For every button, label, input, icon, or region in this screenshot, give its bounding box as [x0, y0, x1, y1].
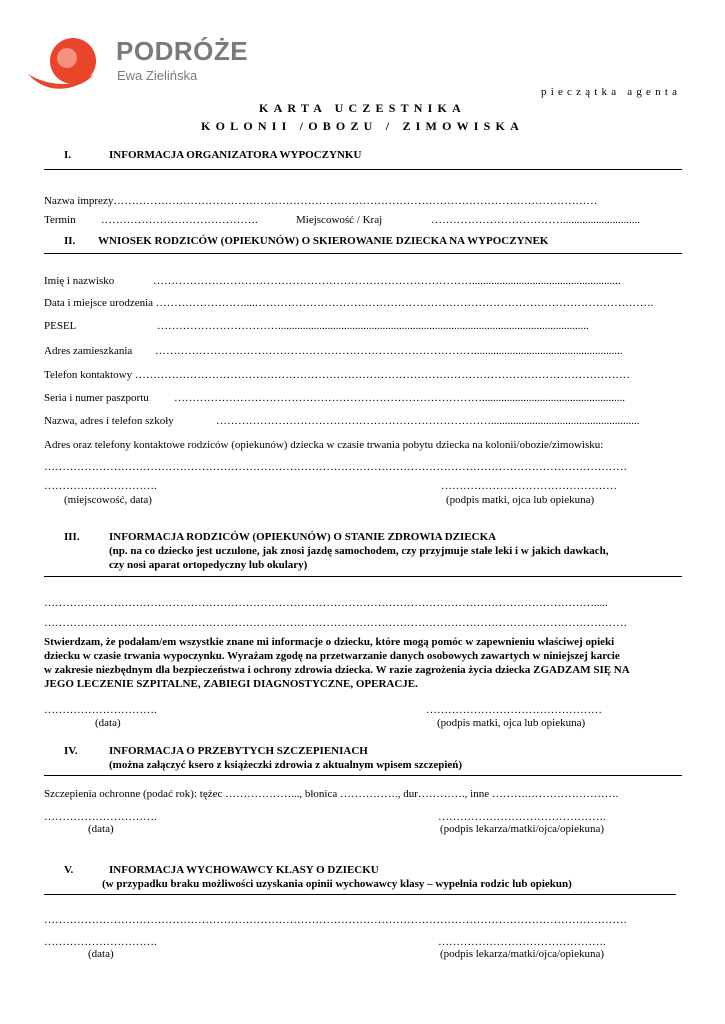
school-label: Nazwa, adres i telefon szkoły [44, 415, 174, 427]
section-1-rule [44, 169, 682, 170]
section-3-title: INFORMACJA RODZICÓW (OPIEKUNÓW) O STANIE ZDROWIA DZIECKA [109, 531, 497, 543]
health-date-caption: (data) [95, 717, 121, 729]
parents-contact-label: Adres oraz telefony kontaktowe rodziców (opiekunów) dziecka w czasie trwania pobytu dziecka na kolonii/obozie/zimowisku: [44, 439, 604, 451]
section-3-rule [44, 576, 682, 577]
section-2-title: WNIOSEK RODZICÓW (OPIEKUNÓW) O SKIEROWANIE DZIECKA NA WYPOCZYNEK [98, 235, 549, 247]
section-3-hint-1: (np. na co dziecko jest uczulone, jak znosi jazdę samochodem, czy przyjmuje stałe leki i w jakich dawkach, [109, 545, 609, 557]
teacher-date-field[interactable]: …………………………. [44, 936, 157, 948]
section-4-rule [44, 775, 682, 776]
logo-subtitle: Ewa Zielińska [117, 68, 198, 83]
address-label: Adres zamieszkania [44, 345, 133, 357]
teacher-signature-field[interactable]: ………………………………………. [438, 936, 606, 948]
form-title: KARTA UCZESTNIKA [259, 101, 466, 115]
section-2-rule [44, 253, 682, 254]
health-signature-field[interactable]: ………………………………………… [426, 704, 602, 716]
section-4-title: INFORMACJA O PRZEBYTYCH SZCZEPIENIACH [109, 745, 368, 757]
consent-line-2: dziecku w czasie trwania wypoczynku. Wyrażam zgodę na przetwarzanie danych osobowych zawartych w niniejszej karcie [44, 650, 620, 662]
health-line-1[interactable]: ……………………………………………………………………………………………………………………………………..... [44, 597, 608, 609]
parent-signature-field[interactable]: ………………………………………… [441, 480, 617, 492]
parent-signature-caption: (podpis matki, ojca lub opiekuna) [446, 494, 595, 506]
section-5-title: INFORMACJA WYCHOWAWCY KLASY O DZIECKU [109, 864, 379, 876]
pesel-label: PESEL [44, 320, 77, 332]
vaccinations-field[interactable]: Szczepienia ochronne (podać rok): tężec ………………..., błonica ……………., dur…………., inne ……….……………………. [44, 788, 619, 800]
section-5-hint: (w przypadku braku możliwości uzyskania opinii wychowawcy klasy – wypełnia rodzic lub opiekun) [102, 878, 572, 890]
section-5-number: V. [64, 864, 74, 876]
section-3-number: III. [64, 531, 80, 543]
health-date-field[interactable]: …………………………. [44, 704, 157, 716]
parents-contact-field[interactable]: …………………………………………………………………………………………………………………………………………… [44, 461, 627, 473]
phone-field[interactable]: Telefon kontaktowy ……………………………………………………………………………………………………………………… [44, 369, 630, 381]
term-label: Termin [44, 214, 76, 226]
place-date-caption: (miejscowość, data) [64, 494, 152, 506]
logo-title: PODRÓŻE [116, 36, 249, 66]
section-4-number: IV. [64, 745, 78, 757]
birth-field[interactable]: Data i miejsce urodzenia ……………………....………………………………………………………………………………………………. [44, 297, 654, 309]
vacc-signature-field[interactable]: ………………………………………. [438, 811, 606, 823]
passport-label: Seria i numer paszportu [44, 392, 149, 404]
place-field[interactable]: ………………………………............................ [431, 214, 640, 226]
teacher-info-field[interactable]: …………………………………………………………………………………………………………………………………………… [44, 914, 627, 926]
logo-mark-icon [24, 34, 104, 92]
consent-line-4: JEGO LECZENIE SZPITALNE, ZABIEGI DIAGNOSTYCZNE, OPERACJE. [44, 678, 418, 690]
event-name-field[interactable]: Nazwa imprezy…………………………………………………………………………………………………………………… [44, 195, 598, 207]
address-field[interactable]: ……………………………………………………………………………...................................................... [155, 345, 623, 357]
school-field[interactable]: …………………………………………………………………...................................................... [216, 415, 640, 427]
section-2-number: II. [64, 235, 76, 247]
child-name-field[interactable]: ……………………………………………………………………………...................................................... [153, 275, 621, 287]
consent-line-3: w zakresie niezbędnym dla bezpieczeństwa i ochrony zdrowia dziecka. W razie zagrożenia życia dziecka ZGADZAM SIĘ NA [44, 664, 630, 676]
vacc-date-field[interactable]: …………………………. [44, 811, 157, 823]
teacher-date-caption: (data) [88, 948, 114, 960]
section-1-title: INFORMACJA ORGANIZATORA WYPOCZYNKU [109, 149, 362, 161]
section-3-hint-2: czy nosi aparat ortopedyczny lub okulary) [109, 559, 308, 571]
health-line-2[interactable]: …………………………………………………………………………………………………………………………………………… [44, 617, 627, 629]
consent-line-1: Stwierdzam, że podałam/em wszystkie znane mi informacje o dziecku, które mogą pomóc w zapewnieniu właściwej opieki [44, 636, 615, 648]
section-5-rule [44, 894, 676, 895]
section-1-number: I. [64, 149, 72, 161]
place-date-field[interactable]: …………………………. [44, 480, 157, 492]
form-subtitle: KOLONII /OBOZU / ZIMOWISKA [201, 119, 524, 133]
child-name-label: Imię i nazwisko [44, 275, 115, 287]
pesel-field[interactable]: ……………………………................................................................................................................. [157, 320, 589, 332]
passport-field[interactable]: ………………………………………………………………………….................................................... [174, 392, 625, 404]
teacher-signature-caption: (podpis lekarza/matki/ojca/opiekuna) [440, 948, 605, 960]
agent-stamp-label: pieczątka agenta [541, 86, 682, 98]
vacc-date-caption: (data) [88, 823, 114, 835]
vacc-signature-caption: (podpis lekarza/matki/ojca/opiekuna) [440, 823, 605, 835]
health-signature-caption: (podpis matki, ojca lub opiekuna) [437, 717, 586, 729]
section-4-hint: (można załączyć ksero z książeczki zdrowia z aktualnym wpisem szczepień) [109, 759, 463, 771]
term-field[interactable]: ……………………………………. [101, 214, 258, 226]
place-label: Miejscowość / Kraj [296, 214, 383, 226]
